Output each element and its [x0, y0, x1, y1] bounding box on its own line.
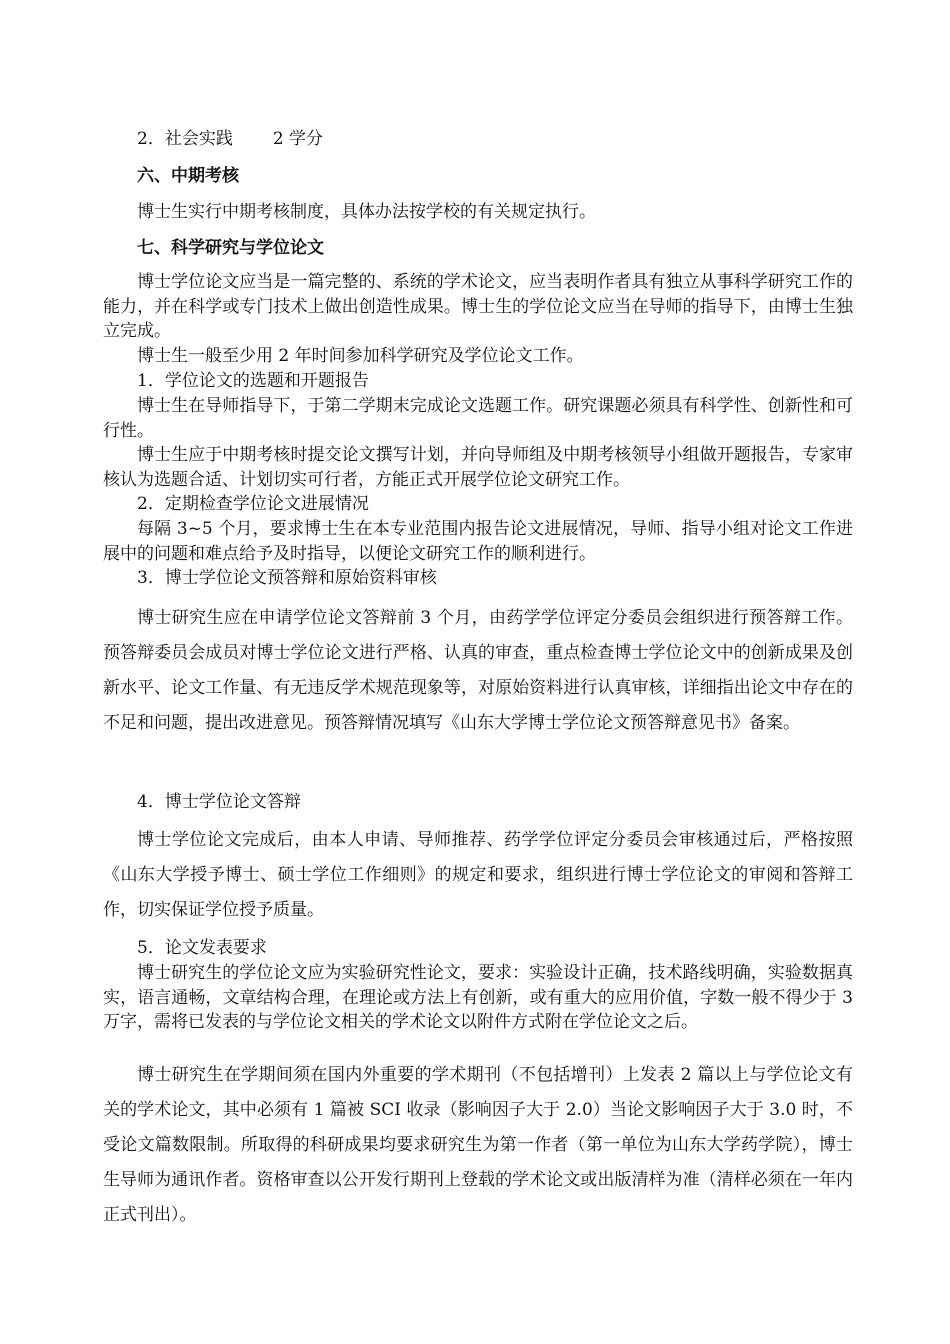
subheading-progress-check: 2．定期检查学位论文进展情况 — [137, 494, 369, 514]
item-credit: 2 学分 — [272, 129, 324, 149]
item-social-practice — [103, 127, 853, 151]
paragraph-mid-term: 博士生实行中期考核制度，具体办法按学校的有关规定执行。 — [137, 202, 596, 222]
section-heading-6: 六、中期考核 — [137, 166, 239, 186]
item-label: 2．社会实践 — [137, 129, 233, 149]
paragraph-pre-defense: 博士研究生应在申请学位论文答辩前 3 个月，由药学学位评定分委员会组织进行预答辩工作。预答辩委员会成员对博士学位论文进行严格、认真的审查，重点检查博士学位论文中的创新成果及创新水平、论文工作量、有无违反学术规范现象等，对原始资料进行认真审核，详细指出论文中存在的不足和问题，提出改进意见。预答辩情况填写《山东大学博士学位论文预答辩意见书》备案。 — [103, 608, 853, 733]
paragraph-defense: 博士学位论文完成后，由本人申请、导师推荐、药学学位评定分委员会审核通过后，严格按照《山东大学授予博士、硕士学位工作细则》的规定和要求，组织进行博士学位论文的审阅和答辩工作，切实保证学位授予质量。 — [103, 830, 853, 920]
paragraph-thesis-intro: 博士学位论文应当是一篇完整的、系统的学术论文，应当表明作者具有独立从事科学研究工作的能力，并在科学或专门技术上做出创造性成果。博士生的学位论文应当在导师的指导下，由博士生独立完成。 — [103, 272, 853, 341]
paragraph-proposal: 博士生应于中期考核时提交论文撰写计划，并向导师组及中期考核领导小组做开题报告，专家审核认为选题合适、计划切实可行者，方能正式开展学位论文研究工作。 — [103, 445, 853, 490]
paragraph-topic-selection: 博士生在导师指导下，于第二学期末完成论文选题工作。研究课题必须具有科学性、创新性和可行性。 — [103, 396, 853, 441]
subheading-topic-selection: 1．学位论文的选题和开题报告 — [137, 371, 369, 391]
paragraph-progress-check: 每隔 3~5 个月，要求博士生在本专业范围内报告论文进展情况，导师、指导小组对论文工作进展中的问题和难点给予及时指导，以便论文研究工作的顺利进行。 — [103, 519, 853, 564]
paragraph-publication-requirements: 博士研究生在学期间须在国内外重要的学术期刊（不包括增刊）上发表 2 篇以上与学位论文有关的学术论文，其中必须有 1 篇被 SCI 收录（影响因子大于 2.0）当论文影响因子大于 3.0 时，不受论文篇数限制。所取得的科研成果均要求研究生为第一作者（第一单位为山东大学药学院），博士生导师为通讯作者。资格审查以公开发行期刊上登载的学术论文或出版清样为准（清样必须在一年内正式刊出）。 — [103, 1065, 853, 1225]
subheading-publication: 5．论文发表要求 — [137, 938, 267, 958]
paragraph-research-time: 博士生一般至少用 2 年时间参加科学研究及学位论文工作。 — [137, 346, 584, 366]
section-heading-7: 七、科学研究与学位论文 — [137, 238, 324, 258]
paragraph-thesis-requirements: 博士研究生的学位论文应为实验研究性论文，要求：实验设计正确，技术路线明确，实验数据真实，语言通畅，文章结构合理，在理论或方法上有创新，或有重大的应用价值，字数一般不得少于 3 万字，需将已发表的与学位论文相关的学术论文以附件方式附在学位论文之后。 — [103, 963, 853, 1032]
subheading-defense: 4．博士学位论文答辩 — [137, 792, 301, 812]
subheading-pre-defense: 3．博士学位论文预答辩和原始资料审核 — [137, 568, 437, 588]
